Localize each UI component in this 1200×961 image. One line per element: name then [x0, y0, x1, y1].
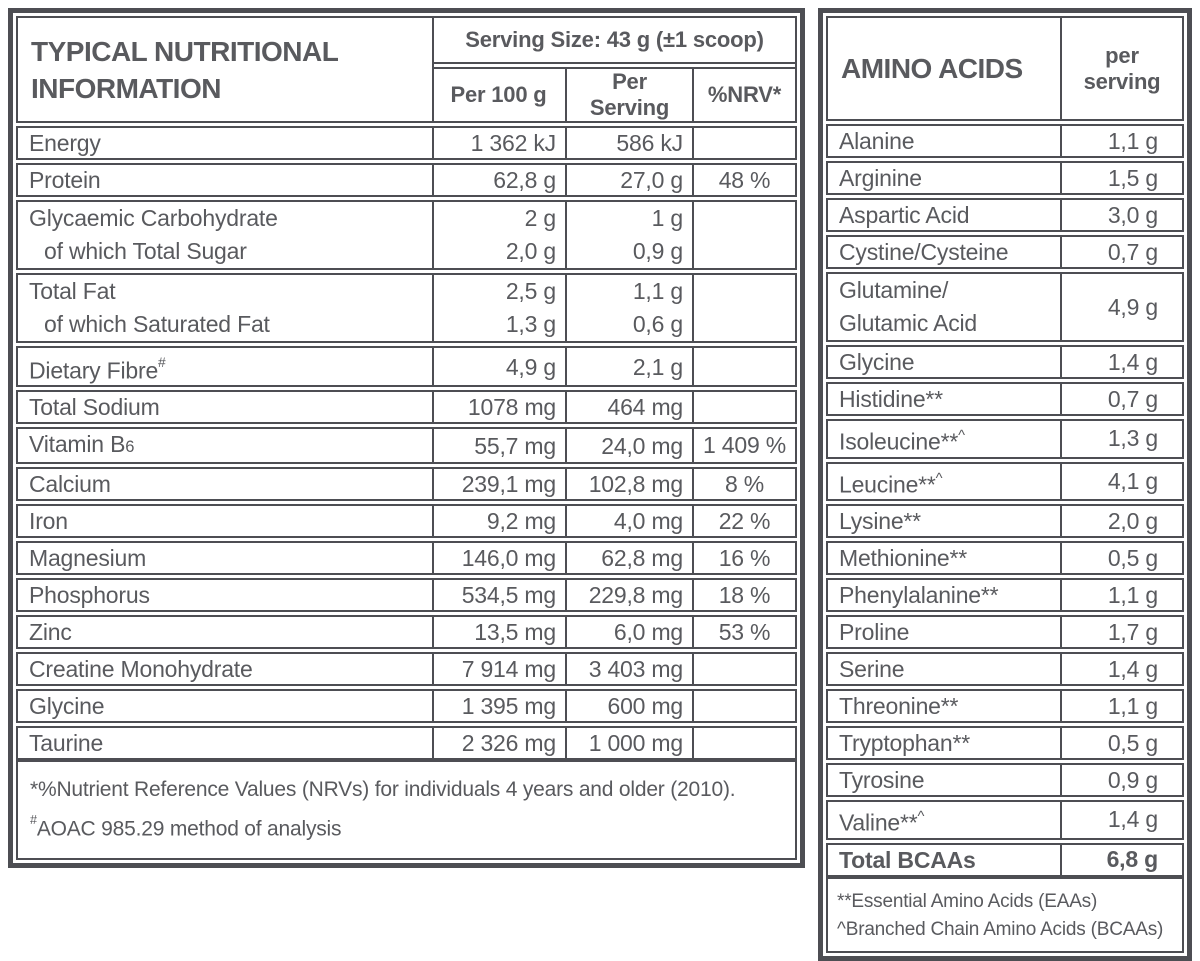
amino-label: Methionine** [828, 543, 1062, 573]
amino-label: Aspartic Acid [828, 200, 1062, 230]
row-per-serving: 27,0 g [567, 165, 694, 195]
row-per-100g: 1 395 mg [434, 691, 567, 721]
row-per-100g: 239,1 mg [434, 469, 567, 499]
amino-value: 3,0 g [1107, 201, 1158, 228]
row-label: Protein [18, 165, 434, 195]
nutrition-row [16, 467, 797, 501]
nutrition-header-row [16, 16, 797, 123]
amino-value: 1,4 g [1107, 348, 1158, 375]
amino-row [826, 800, 1184, 840]
amino-row [826, 843, 1184, 877]
row-per-serving: 24,0 mg [567, 429, 694, 462]
column-header-nrv: %NRV* [694, 67, 795, 121]
amino-row [826, 763, 1184, 797]
amino-label: Phenylalanine** [828, 580, 1062, 610]
amino-value: 4,9 g [1107, 293, 1158, 320]
row-per-100g: 2 326 mg [434, 728, 567, 758]
amino-label: Lysine** [828, 506, 1062, 536]
nutrition-row [16, 390, 797, 424]
amino-row [826, 382, 1184, 416]
amino-label: Total BCAAs [828, 845, 1062, 875]
row-per-100g: 1 362 kJ [434, 128, 567, 158]
amino-row [826, 272, 1184, 342]
amino-value: 0,7 g [1107, 385, 1158, 412]
nutrition-row [16, 726, 797, 760]
eaa-footnote-line: **Essential Amino Acids (EAAs) [837, 890, 1098, 912]
row-per-100g: 146,0 mg [434, 543, 567, 573]
row-nrv [694, 128, 795, 158]
amino-label: Tyrosine [828, 765, 1062, 795]
column-header-per-100g: Per 100 g [432, 67, 567, 121]
row-nrv: 16 % [718, 544, 771, 571]
row-label: Taurine [18, 728, 434, 758]
row-per-100g: 2 g 2,0 g [434, 202, 567, 268]
amino-label: Glutamine/ Glutamic Acid [828, 274, 1062, 340]
amino-row [826, 124, 1184, 158]
row-per-100g: 4,9 g [434, 348, 567, 385]
row-per-100g: 2,5 g 1,3 g [434, 275, 567, 341]
row-label: Total Sodium [18, 392, 434, 422]
amino-label: Histidine** [828, 384, 1062, 414]
nutrition-row [16, 427, 797, 464]
bcaa-footnote-line: ^Branched Chain Amino Acids (BCAAs) [837, 918, 1164, 940]
row-label: Dietary Fibre# [18, 348, 434, 385]
nutrition-row [16, 163, 797, 197]
amino-value: 0,7 g [1107, 238, 1158, 265]
amino-row [826, 615, 1184, 649]
row-label: Vitamin B6 [18, 429, 434, 462]
row-per-serving: 62,8 mg [567, 543, 694, 573]
row-nrv: 22 % [718, 507, 771, 534]
row-nrv [694, 348, 795, 385]
row-per-100g: 55,7 mg [434, 429, 567, 462]
row-label: Total Fat of which Saturated Fat [18, 275, 434, 341]
amino-value: 1,1 g [1107, 581, 1158, 608]
row-nrv [694, 654, 795, 684]
amino-value: 2,0 g [1107, 507, 1158, 534]
nutrition-header-right [434, 18, 795, 121]
amino-value: 6,8 g [1106, 846, 1158, 873]
amino-row [826, 462, 1184, 502]
amino-row [826, 504, 1184, 538]
amino-row [826, 726, 1184, 760]
row-label: Creatine Monohydrate [18, 654, 434, 684]
row-label: Phosphorus [18, 580, 434, 610]
aoac-footnote-line: #AOAC 985.29 method of analysis [30, 813, 342, 841]
row-per-serving: 3 403 mg [567, 654, 694, 684]
row-nrv: 48 % [718, 166, 771, 193]
nutrition-row [16, 652, 797, 686]
row-per-100g: 13,5 mg [434, 617, 567, 647]
amino-value: 1,1 g [1107, 692, 1158, 719]
row-per-serving: 464 mg [567, 392, 694, 422]
amino-value: 0,9 g [1107, 766, 1158, 793]
row-per-100g: 534,5 mg [434, 580, 567, 610]
amino-value: 1,3 g [1107, 425, 1158, 452]
amino-footnote [826, 877, 1184, 953]
amino-label: Threonine** [828, 691, 1062, 721]
amino-row [826, 161, 1184, 195]
row-label: Glycine [18, 691, 434, 721]
amino-row [826, 689, 1184, 723]
row-label: Zinc [18, 617, 434, 647]
row-nrv [694, 728, 795, 758]
amino-value: 1,7 g [1107, 618, 1158, 645]
nutritional-information-table [8, 8, 805, 868]
amino-value: 1,4 g [1107, 806, 1158, 833]
row-label: Iron [18, 506, 434, 536]
row-per-100g: 1078 mg [434, 392, 567, 422]
amino-row [826, 235, 1184, 269]
amino-row [826, 345, 1184, 379]
serving-size-label: Serving Size: 43 g (±1 scoop) [434, 18, 795, 64]
amino-table-title: AMINO ACIDS [828, 18, 1062, 119]
nutrition-row [16, 346, 797, 387]
row-per-serving: 2,1 g [567, 348, 694, 385]
amino-value: 1,4 g [1107, 655, 1158, 682]
row-label: Calcium [18, 469, 434, 499]
column-header-per-serving: Per Serving [567, 67, 694, 121]
nutrition-table-title: TYPICAL NUTRITIONAL INFORMATION [18, 18, 434, 121]
nutrition-row [16, 126, 797, 160]
row-per-serving: 229,8 mg [567, 580, 694, 610]
row-nrv [694, 202, 795, 268]
amino-value: 0,5 g [1107, 729, 1158, 756]
amino-value: 0,5 g [1107, 544, 1158, 571]
column-header-per-serving-amino: per serving [1083, 42, 1161, 94]
row-nrv [694, 392, 795, 422]
amino-row [826, 198, 1184, 232]
row-nrv: 18 % [718, 581, 771, 608]
amino-label: Alanine [828, 126, 1062, 156]
amino-label: Tryptophan** [828, 728, 1062, 758]
nutrition-row [16, 200, 797, 270]
amino-value: 1,1 g [1107, 127, 1158, 154]
amino-value: 4,1 g [1107, 467, 1158, 494]
amino-label: Valine**^ [828, 802, 1062, 838]
amino-label: Glycine [828, 347, 1062, 377]
row-per-serving: 1 g 0,9 g [567, 202, 694, 268]
nutrition-column-headers [434, 67, 795, 121]
amino-label: Isoleucine**^ [828, 421, 1062, 457]
row-nrv [694, 275, 795, 341]
row-per-100g: 62,8 g [434, 165, 567, 195]
row-per-serving: 1 000 mg [567, 728, 694, 758]
row-per-100g: 9,2 mg [434, 506, 567, 536]
row-label: Glycaemic Carbohydrate of which Total Sugar [18, 202, 434, 268]
amino-label: Arginine [828, 163, 1062, 193]
nutrition-row [16, 273, 797, 343]
row-per-serving: 4,0 mg [567, 506, 694, 536]
amino-acids-table [818, 8, 1192, 961]
row-per-serving: 586 kJ [567, 128, 694, 158]
amino-row [826, 652, 1184, 686]
nutrition-footnote [16, 760, 797, 860]
row-per-serving: 102,8 mg [567, 469, 694, 499]
nutrition-row [16, 541, 797, 575]
amino-row [826, 578, 1184, 612]
nutrition-row [16, 578, 797, 612]
amino-header-row [826, 16, 1184, 121]
nutrition-row [16, 504, 797, 538]
row-nrv [694, 691, 795, 721]
amino-label: Proline [828, 617, 1062, 647]
row-nrv: 8 % [724, 470, 765, 497]
row-per-serving: 1,1 g 0,6 g [567, 275, 694, 341]
nutrition-row [16, 689, 797, 723]
row-per-serving: 6,0 mg [567, 617, 694, 647]
nutrition-row [16, 615, 797, 649]
row-label: Magnesium [18, 543, 434, 573]
amino-row [826, 419, 1184, 459]
nrv-footnote-line: *%Nutrient Reference Values (NRVs) for individuals 4 years and older (2010). [30, 778, 736, 802]
row-per-serving: 600 mg [567, 691, 694, 721]
amino-label: Leucine**^ [828, 464, 1062, 500]
row-nrv: 1 409 % [703, 432, 786, 459]
amino-label: Cystine/Cysteine [828, 237, 1062, 267]
row-label: Energy [18, 128, 434, 158]
amino-value: 1,5 g [1107, 164, 1158, 191]
row-nrv: 53 % [718, 618, 771, 645]
amino-label: Serine [828, 654, 1062, 684]
amino-row [826, 541, 1184, 575]
row-per-100g: 7 914 mg [434, 654, 567, 684]
